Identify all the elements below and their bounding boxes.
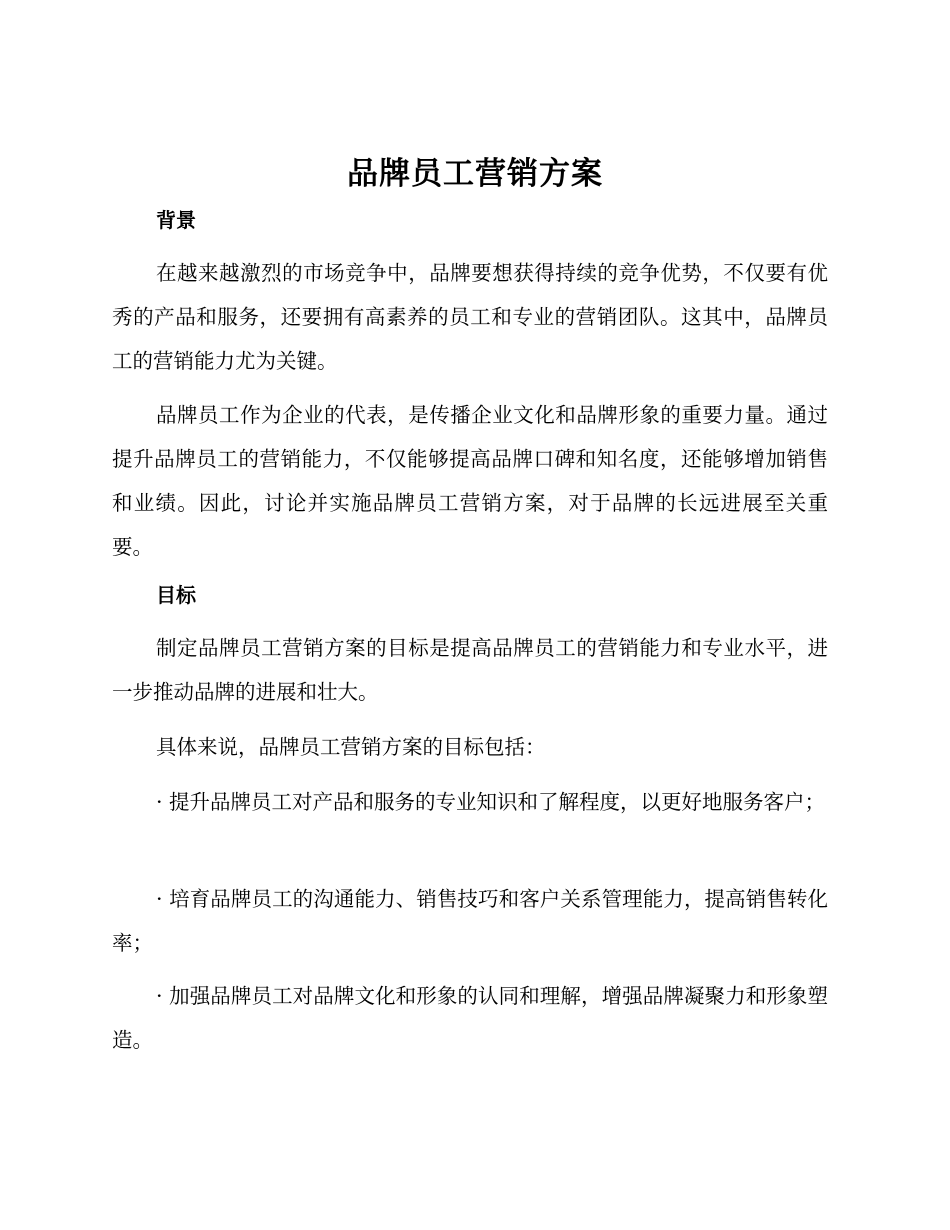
paragraph: 制定品牌员工营销方案的目标是提高品牌员工的营销能力和专业水平，进一步推动品牌的进展和壮大。 (112, 636, 828, 704)
document-title: 品牌员工营销方案 (347, 156, 603, 192)
section-heading-goals: 目标 (156, 583, 196, 607)
paragraph: 具体来说，品牌员工营销方案的目标包括： (156, 735, 546, 759)
paragraph: 在越来越激烈的市场竞争中，品牌要想获得持续的竞争优势，不仅要有优秀的产品和服务，还要拥有高素养的员工和专业的营销团队。这其中，品牌员工的营销能力尤为关键。 (112, 261, 828, 373)
paragraph: 品牌员工作为企业的代表，是传播企业文化和品牌形象的重要力量。通过提升品牌员工的营销能力，不仅能够提高品牌口碑和知名度，还能够增加销售和业绩。因此，讨论并实施品牌员工营销方案，对于品牌的长远进展至关重要。 (112, 403, 828, 559)
list-item: · 提升品牌员工对产品和服务的专业知识和了解程度，以更好地服务客户； (156, 790, 826, 814)
list-item: · 加强品牌员工对品牌文化和形象的认同和理解，增强品牌凝聚力和形象塑造。 (112, 984, 828, 1052)
list-item: · 培育品牌员工的沟通能力、销售技巧和客户关系管理能力，提高销售转化率； (112, 887, 828, 955)
section-heading-background: 背景 (156, 208, 196, 232)
